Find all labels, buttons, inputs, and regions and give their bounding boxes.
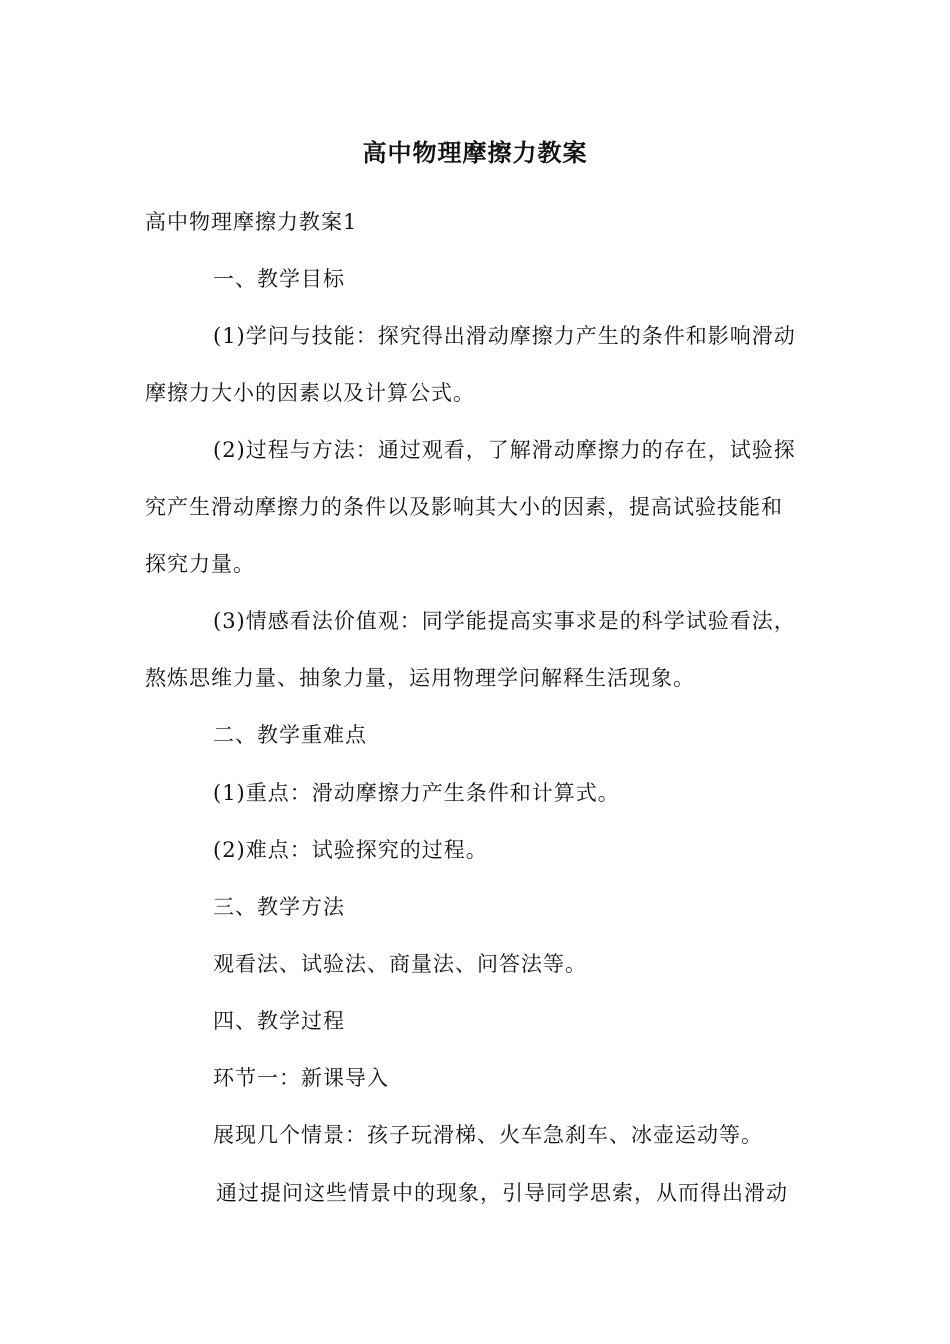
paragraph-line: (3)情感看法价值观：同学能提高实事求是的科学试验看法， (213, 609, 796, 633)
paragraph-line: 摩擦力大小的因素以及计算公式。 (145, 381, 475, 405)
subsection-heading: 三、教学方法 (213, 895, 345, 919)
paragraph-line: 展现几个情景：孩子玩滑梯、火车急刹车、冰壶运动等。 (213, 1123, 763, 1147)
paragraph-line: 观看法、试验法、商量法、问答法等。 (213, 952, 587, 976)
paragraph-line: (1)学问与技能：探究得出滑动摩擦力产生的条件和影响滑动 (213, 324, 796, 348)
document-title: 高中物理摩擦力教案 (362, 138, 588, 167)
subsection-heading: 四、教学过程 (213, 1009, 345, 1033)
paragraph-line: 环节一：新课导入 (213, 1066, 389, 1090)
subsection-heading: 二、教学重难点 (213, 723, 367, 747)
subsection-heading: 一、教学目标 (213, 267, 345, 291)
paragraph-line: 探究力量。 (145, 552, 255, 576)
paragraph-line: (1)重点：滑动摩擦力产生条件和计算式。 (213, 781, 620, 805)
paragraph-line: 通过提问这些情景中的现象，引导同学思索，从而得出滑动 (216, 1181, 788, 1205)
paragraph-line: 熬炼思维力量、抽象力量，运用物理学问解释生活现象。 (145, 666, 695, 690)
paragraph-line: (2)难点：试验探究的过程。 (213, 838, 488, 862)
paragraph-line: 究产生滑动摩擦力的条件以及影响其大小的因素，提高试验技能和 (145, 495, 783, 519)
section-heading: 高中物理摩擦力教案1 (145, 210, 358, 234)
paragraph-line: (2)过程与方法：通过观看，了解滑动摩擦力的存在，试验探 (213, 438, 796, 462)
